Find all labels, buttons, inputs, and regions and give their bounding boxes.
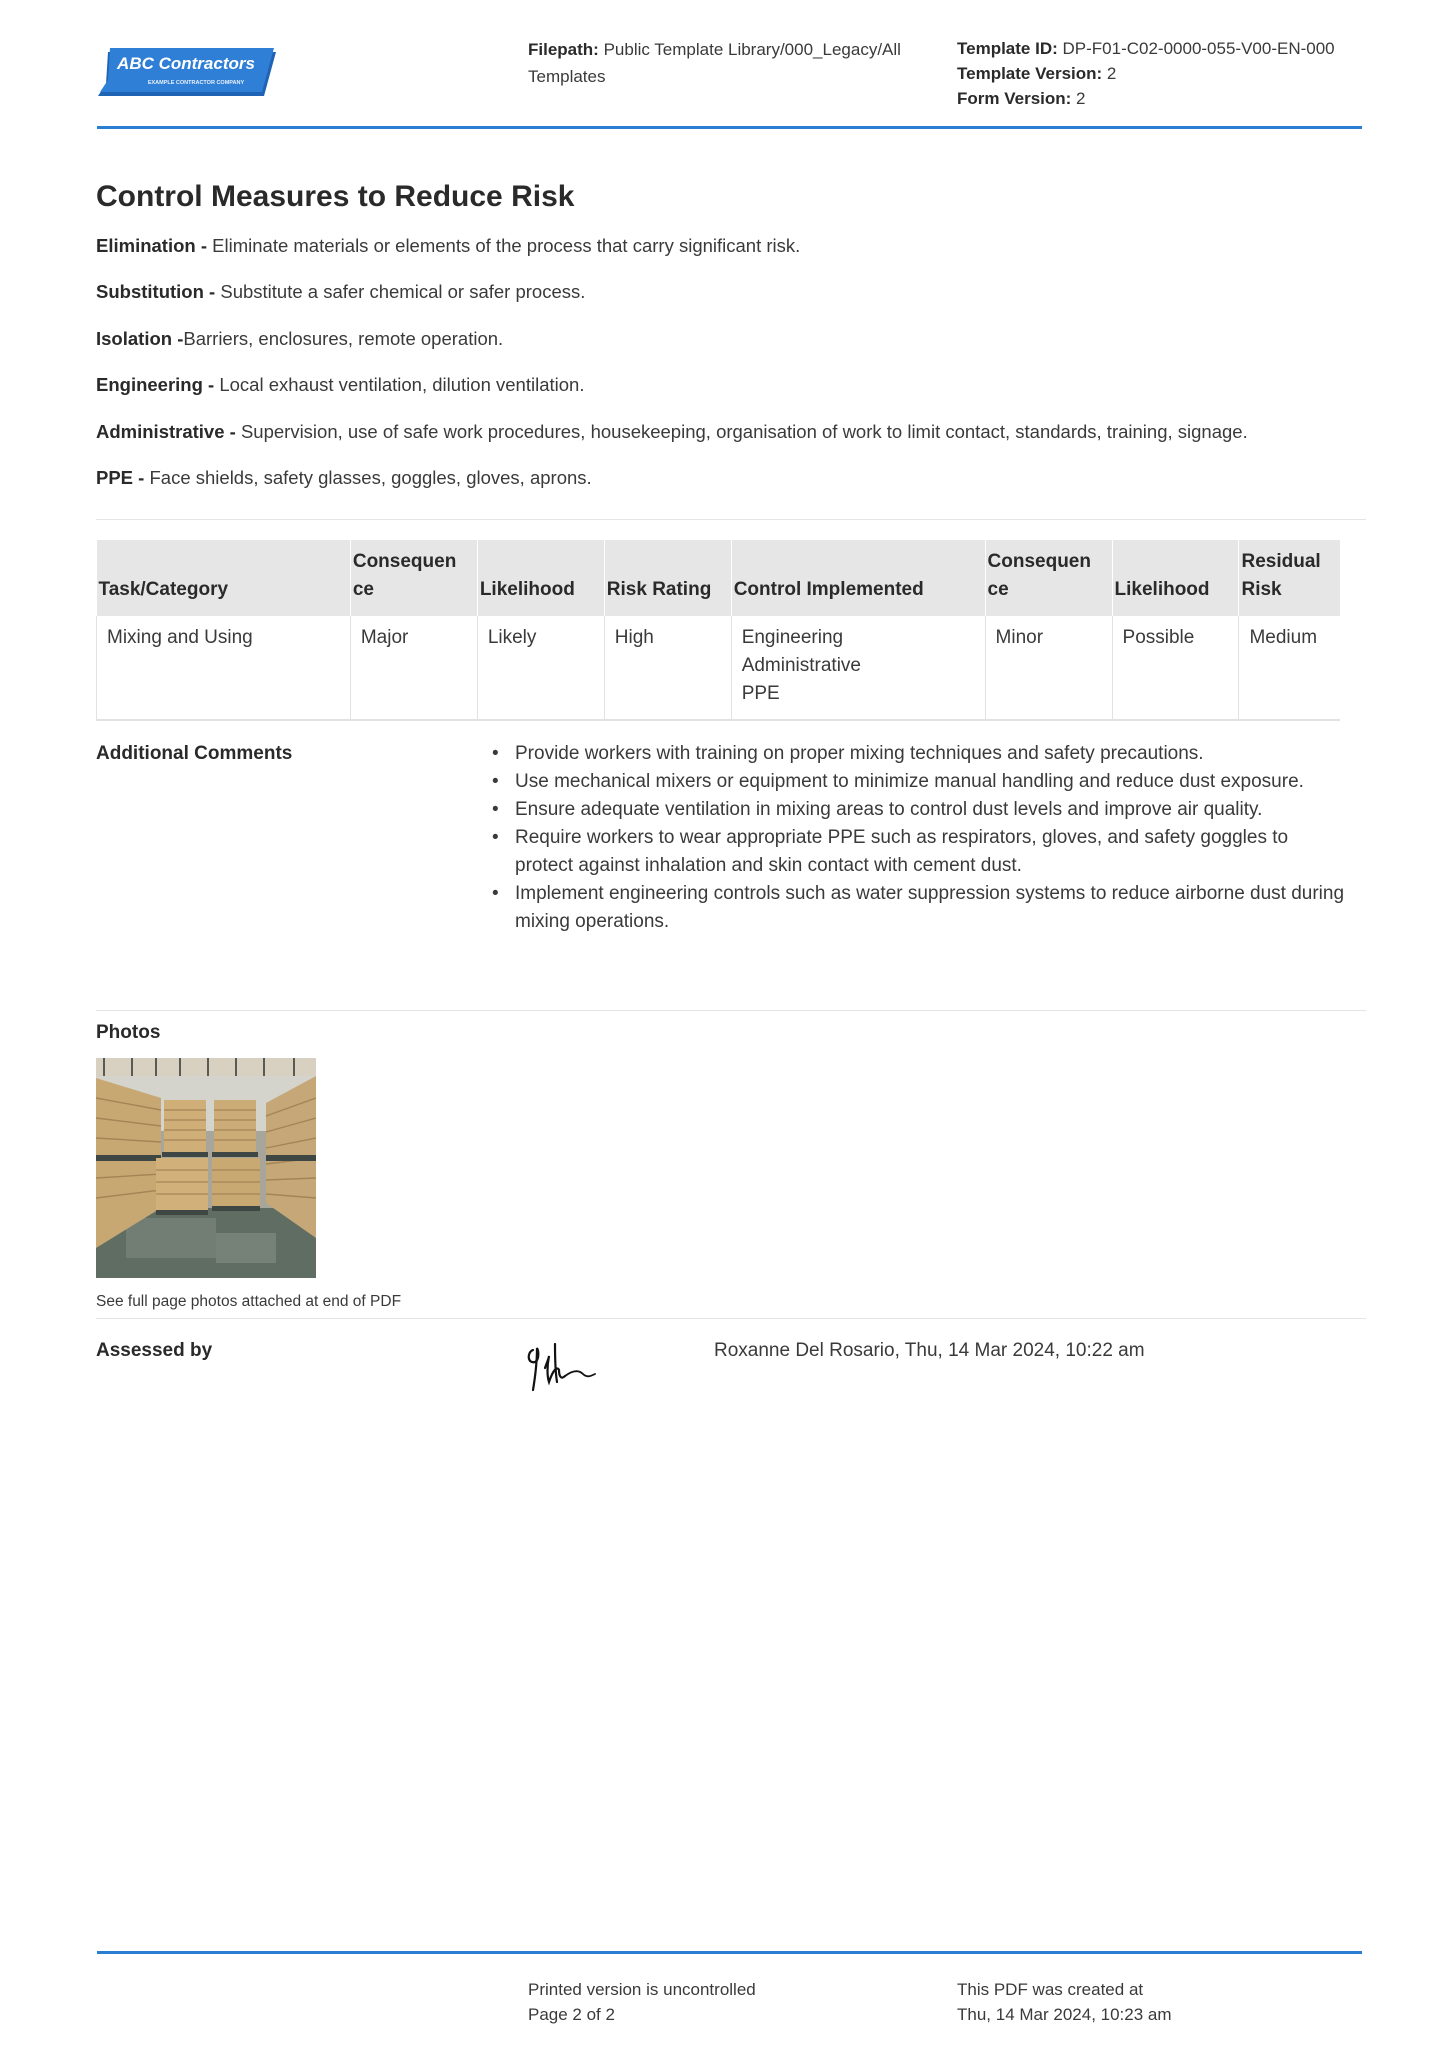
list-item: • Implement engineering controls such as water suppression systems to reduce airborne dust during mixing operations. bbox=[490, 880, 1350, 936]
header-task-category: Task/Category bbox=[97, 540, 351, 616]
definition-separator: - bbox=[172, 327, 184, 349]
header-risk-rating: Risk Rating bbox=[604, 540, 731, 616]
list-item: • Require workers to wear appropriate PPE such as respirators, gloves, and safety goggles to protect against inhalation and skin contact with cement dust. bbox=[490, 824, 1350, 880]
template-version-value: 2 bbox=[1106, 64, 1117, 83]
header-control-implemented: Control Implemented bbox=[731, 540, 985, 616]
svg-text:ABC Contractors: ABC Contractors bbox=[117, 54, 255, 73]
control-item: PPE bbox=[741, 683, 780, 704]
header-label: Residual Risk bbox=[1241, 551, 1321, 600]
template-version-label: Template Version: bbox=[957, 64, 1103, 83]
assessed-by-label: Assessed by bbox=[96, 1340, 213, 1361]
definition-text: Supervision, use of safe work procedures, housekeeping, organisation of work to limit contact, standards, training, signage. bbox=[240, 420, 1248, 442]
created-label: This PDF was created at bbox=[957, 1980, 1144, 1999]
cell-residual-likelihood: Possible bbox=[1112, 616, 1239, 720]
additional-comments-list bbox=[490, 740, 1350, 936]
list-item: • Ensure adequate ventilation in mixing areas to control dust levels and improve air quality. bbox=[490, 796, 1350, 824]
page-number: Page 2 of 2 bbox=[528, 2005, 615, 2024]
form-version-label: Form Version: bbox=[957, 89, 1072, 108]
definition-term: Substitution bbox=[96, 281, 204, 303]
filepath-value: Public Template Library/000_Legacy/All Templates bbox=[528, 40, 901, 86]
header-residual-risk bbox=[1239, 540, 1340, 616]
cell-residual-consequence: Minor bbox=[985, 616, 1112, 720]
definition-engineering bbox=[96, 373, 1396, 419]
section-divider bbox=[96, 1318, 1366, 1319]
list-item: • Provide workers with training on proper mixing techniques and safety precautions. bbox=[490, 740, 1350, 768]
definition-text: Eliminate materials or elements of the process that carry significant risk. bbox=[212, 235, 801, 256]
footer-right bbox=[957, 1977, 1172, 2027]
template-id-value: DP-F01-C02-0000-055-V00-EN-000 bbox=[1062, 39, 1335, 58]
additional-comments-label: Additional Comments bbox=[96, 743, 293, 764]
signature-image bbox=[525, 1340, 645, 1400]
template-id-label: Template ID: bbox=[957, 39, 1058, 58]
control-item: Administrative bbox=[741, 655, 862, 676]
cell-task: Mixing and Using bbox=[97, 616, 351, 720]
section-divider bbox=[96, 519, 1366, 520]
company-logo bbox=[98, 48, 280, 100]
definition-isolation bbox=[96, 327, 1396, 373]
cell-likelihood: Likely bbox=[477, 616, 604, 720]
svg-text:EXAMPLE CONTRACTOR COMPANY: EXAMPLE CONTRACTOR COMPANY bbox=[147, 80, 245, 86]
form-version-row bbox=[957, 86, 1417, 111]
template-version-row bbox=[957, 61, 1417, 86]
photos-caption: See full page photos attached at end of PDF bbox=[96, 1293, 402, 1310]
definition-term: Administrative - bbox=[96, 420, 236, 442]
cell-residual-risk: Medium bbox=[1239, 616, 1340, 720]
definition-separator: - bbox=[203, 281, 221, 303]
table-header-row bbox=[97, 540, 1341, 616]
definition-separator: - bbox=[202, 374, 220, 396]
filepath-block bbox=[528, 36, 948, 90]
list-item: • Use mechanical mixers or equipment to minimize manual handling and reduce dust exposure. bbox=[490, 768, 1350, 796]
definition-text: Substitute a safer chemical or safer process. bbox=[220, 281, 586, 303]
definition-term: Engineering bbox=[96, 374, 203, 396]
assessed-by-value: Roxanne Del Rosario, Thu, 14 Mar 2024, 10:22 am bbox=[714, 1340, 1145, 1361]
form-version-value: 2 bbox=[1076, 89, 1086, 108]
filepath-label: Filepath: bbox=[528, 40, 599, 59]
definition-substitution bbox=[96, 280, 1396, 326]
header-label: Consequen ce bbox=[352, 551, 457, 600]
header-likelihood: Likelihood bbox=[477, 540, 604, 616]
template-id-row bbox=[957, 36, 1417, 61]
header-label: Consequen ce bbox=[987, 551, 1091, 600]
definition-text: Barriers, enclosures, remote operation. bbox=[183, 327, 504, 349]
definition-elimination bbox=[96, 234, 1396, 280]
cell-controls bbox=[731, 616, 985, 720]
header-divider bbox=[97, 126, 1362, 129]
cell-risk-rating: High bbox=[604, 616, 731, 720]
control-item: Engineering bbox=[741, 627, 844, 648]
uncontrolled-notice: Printed version is uncontrolled bbox=[528, 1980, 756, 1999]
definition-administrative bbox=[96, 420, 1396, 466]
definition-term: Elimination bbox=[96, 235, 196, 256]
definition-separator: - bbox=[133, 466, 150, 488]
definition-text: Face shields, safety glasses, goggles, gloves, aprons. bbox=[149, 466, 592, 488]
header-residual-likelihood: Likelihood bbox=[1112, 540, 1239, 616]
definition-text: Local exhaust ventilation, dilution ventilation. bbox=[219, 374, 585, 396]
footer-divider bbox=[97, 1951, 1362, 1954]
risk-assessment-table bbox=[96, 540, 1340, 721]
template-meta-block bbox=[957, 36, 1417, 111]
warehouse-photo[interactable] bbox=[96, 1058, 316, 1278]
section-divider bbox=[96, 1010, 1366, 1011]
definition-ppe bbox=[96, 466, 1396, 512]
table-row bbox=[97, 616, 1341, 720]
header-consequence bbox=[350, 540, 477, 616]
definition-term: PPE bbox=[96, 466, 134, 488]
definition-term: Isolation bbox=[96, 327, 173, 349]
control-measures-list bbox=[96, 234, 1396, 512]
created-timestamp: Thu, 14 Mar 2024, 10:23 am bbox=[957, 2005, 1172, 2024]
footer-left bbox=[528, 1977, 756, 2027]
definition-separator: - bbox=[195, 235, 213, 256]
cell-consequence: Major bbox=[350, 616, 477, 720]
page-title: Control Measures to Reduce Risk bbox=[96, 180, 575, 213]
photos-label: Photos bbox=[96, 1022, 161, 1043]
header-residual-consequence bbox=[985, 540, 1112, 616]
